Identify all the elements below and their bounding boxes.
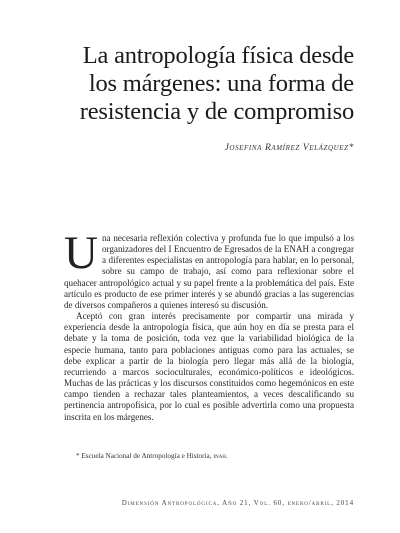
- footnote: [76, 452, 228, 460]
- article-title: [54, 42, 354, 126]
- paragraph-text: na necesaria reflexión colectiva y profunda fue lo que impulsó a los organizadores del I Encuentro de Egresados de la ENAH a congregar a diferentes especialistas en antropología para hablar, en lo personal, sobre su campo de trabajo, así como para reflexionar sobre el quehacer antropológico actual y su papel frente a la problemática del país. Este artículo es producto de ese primer interés y se abundó gracias a las sugerencias de diversos compañeros a quienes interesó su discusión.: [64, 233, 354, 310]
- journal-footer: Dimensión Antropológica, Año 21, Vol. 60, enero/abril, 2014: [121, 499, 354, 507]
- drop-cap: U: [64, 227, 98, 279]
- footnote-text: * Escuela Nacional de Antropología e Historia,: [76, 452, 212, 460]
- title-line: los márgenes: una forma de: [88, 70, 354, 97]
- title-line: resistencia y de compromiso: [79, 98, 354, 125]
- paragraph: Aceptó con gran interés precisamente por compartir una mirada y experiencia desde la antropología física, que aún hoy en día se presta para el debate y la toma de posición, toda vez que la variabilidad biológica de la especie humana, tanto para poblaciones antiguas como para las actuales, se debe explicar a partir de la biología pero llegar más allá de la biología, recurriendo a marcos socioculturales, económico-políticos e ideológicos. Muchas de las prácticas y los discursos constituidos como hegemónicos en este campo tienden a rechazar tales planteamientos, a veces descalificando su pertinencia antropofísica, por lo cual es posible advertirla como una propuesta inscrita en los márgenes.: [64, 311, 354, 422]
- title-line: La antropología física desde: [82, 42, 354, 69]
- paragraph: [64, 227, 354, 311]
- article-body: [64, 227, 354, 423]
- author-name: Josefina Ramírez Velázquez*: [224, 143, 354, 153]
- footnote-abbr: inah.: [213, 452, 228, 460]
